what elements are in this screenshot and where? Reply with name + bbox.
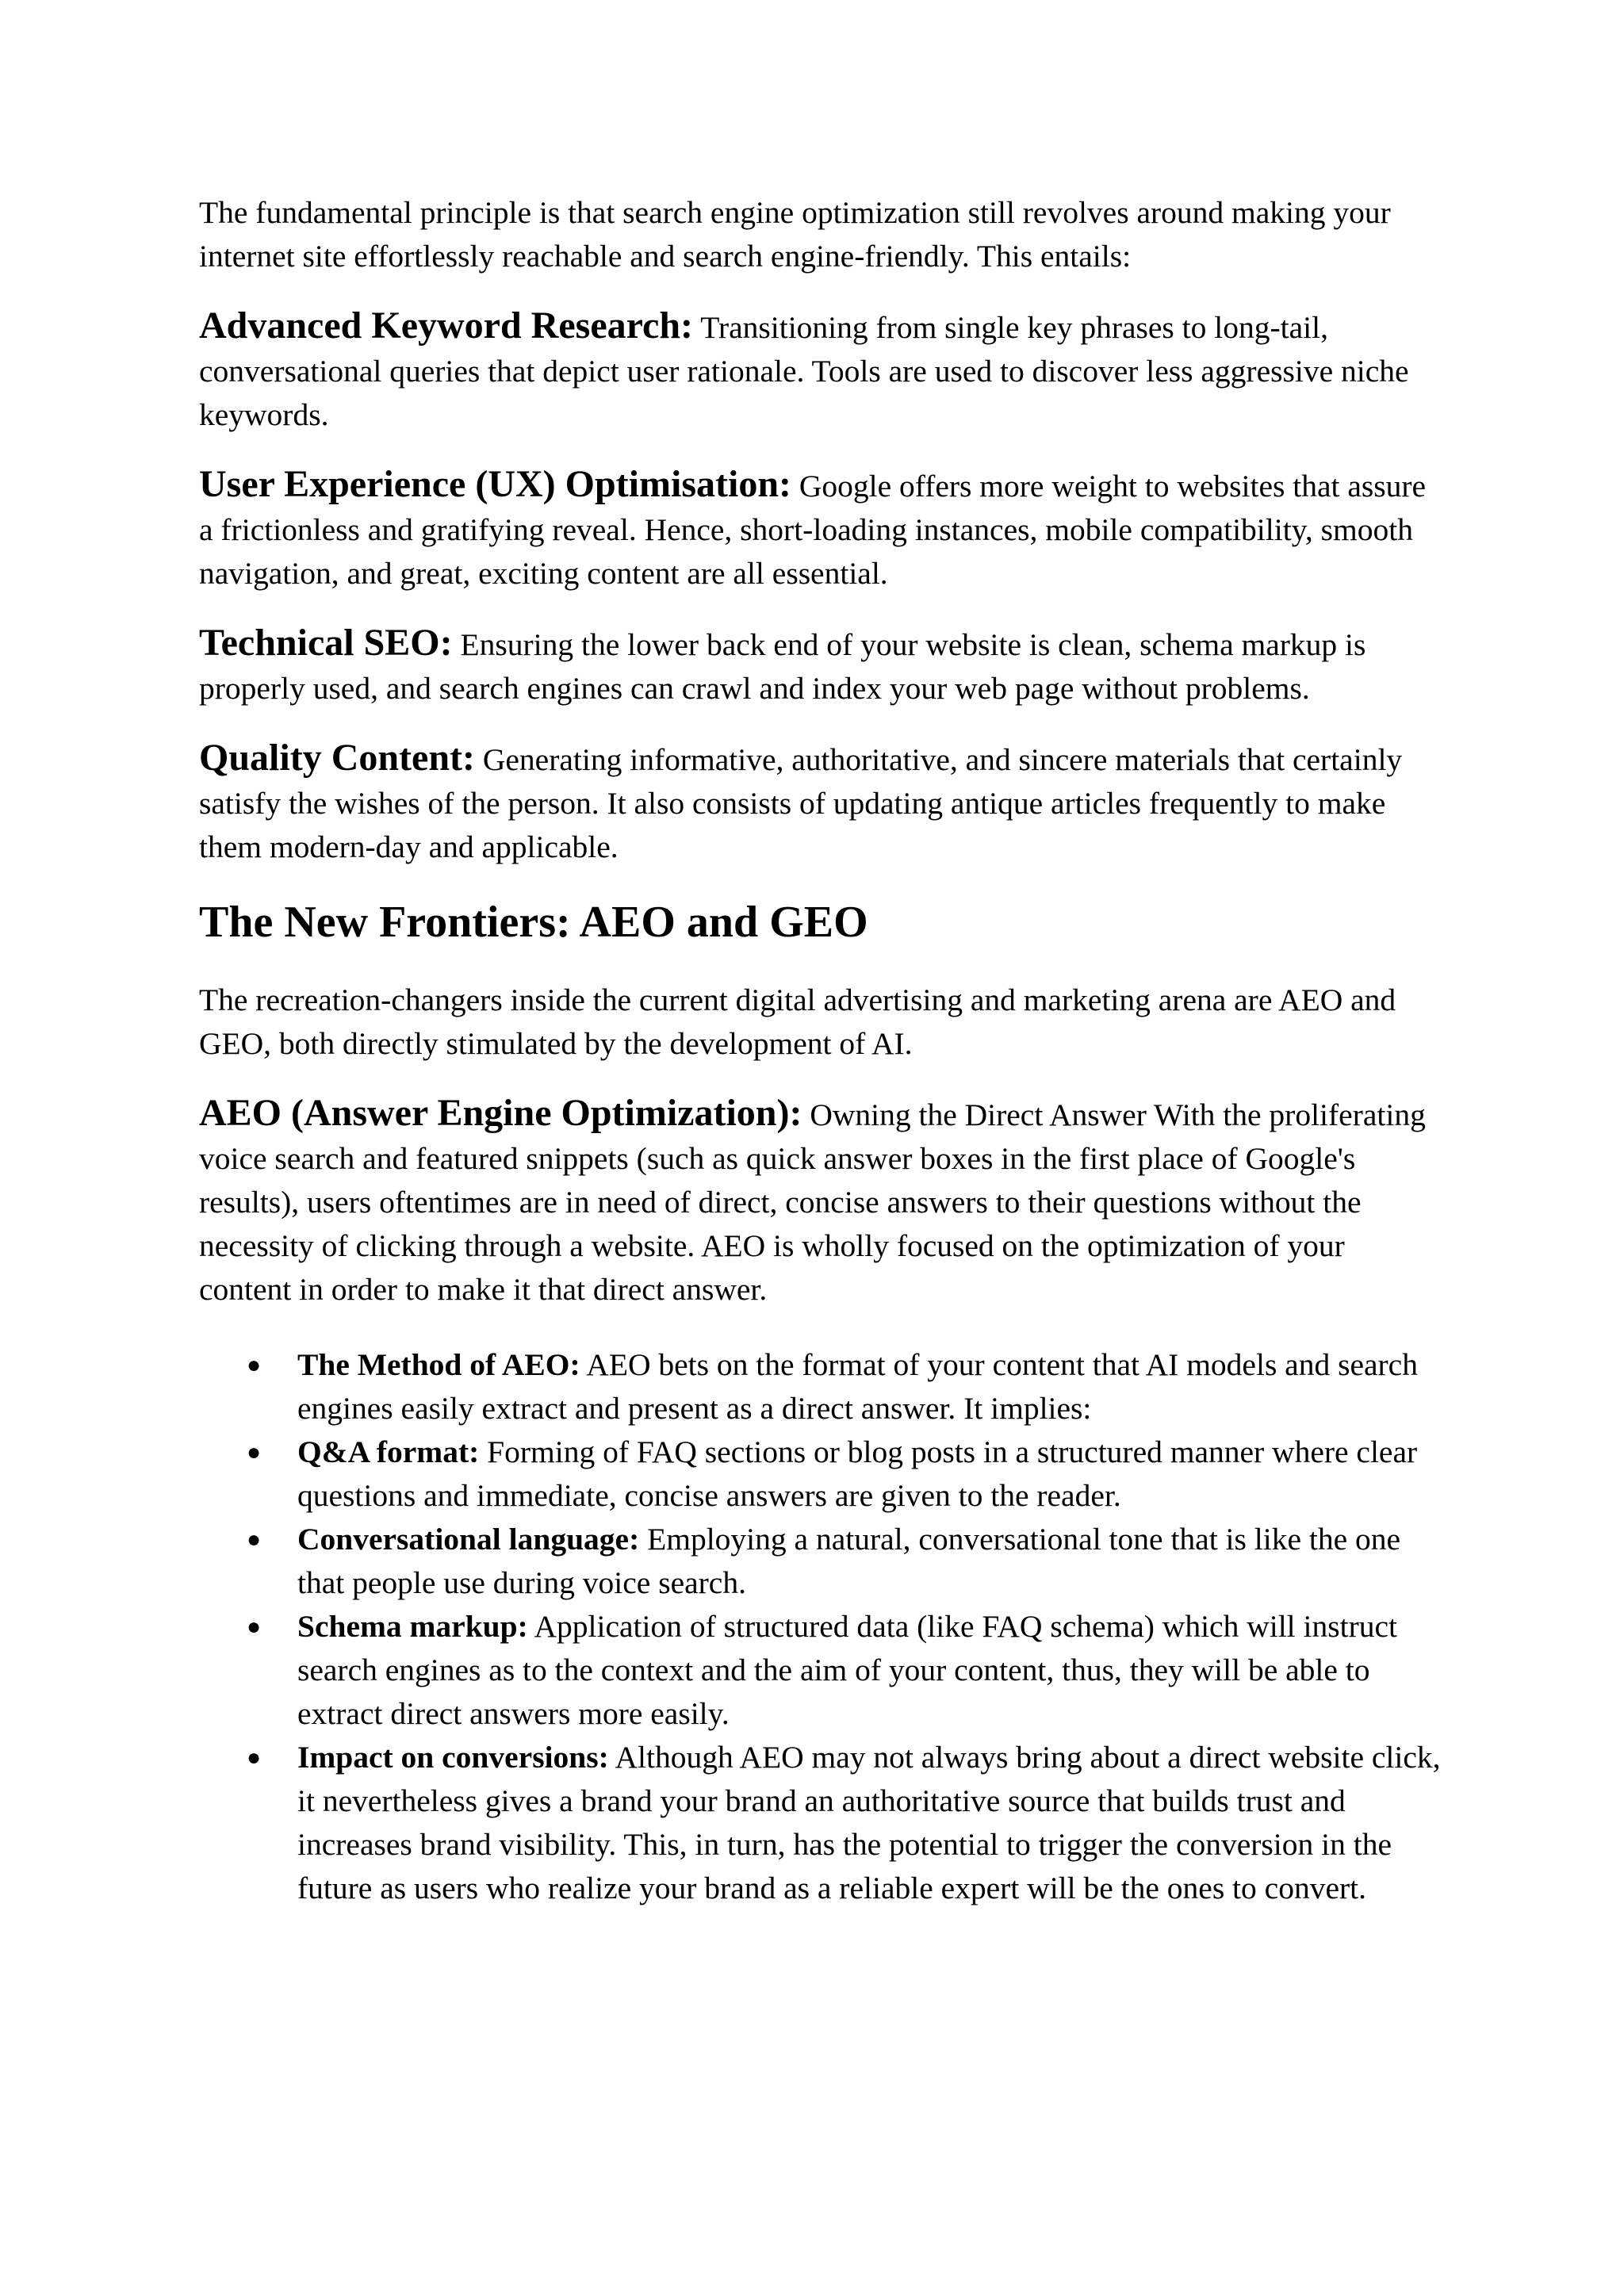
bullet-term: Conversational language: [297,1522,640,1557]
section-heading: The New Frontiers: AEO and GEO [199,898,868,947]
section-quality-content [199,736,1444,869]
aeo-lead: AEO (Answer Engine Optimization): [199,1092,802,1134]
bullet-icon: ● [247,1614,262,1640]
document-page [199,191,1444,1910]
section-text: Generating informative, authoritative, and sincere materials that certainly satisfy the wishes of the person. It also consists of updating antique articles frequently to make them modern-day and applicable. [199,742,1403,864]
bullet-text: Application of structured data (like FAQ schema) which will instruct search engines as to the context and the aim of your content, thus, they will be able to extract direct answers more easily. [297,1609,1398,1731]
bullet-text: Forming of FAQ sections or blog posts in a structured manner where clear questions and immediate, concise answers are given to the reader. [297,1434,1418,1513]
bullet-term: The Method of AEO: [297,1347,580,1382]
section-text: Ensuring the lower back end of your website is clean, schema markup is properly used, and search engines can crawl and index your web page without problems. [199,627,1366,706]
intro-paragraph: The fundamental principle is that search engine optimization still revolves around making your internet site effortlessly reachable and search engine-friendly. This entails: [199,195,1391,274]
section-text: Google offers more weight to websites that assure a frictionless and gratifying reveal. Hence, short-loading instances, mobile compatibility, smooth navigation, and great, exciting content are all essential. [199,469,1427,591]
list-item [199,1736,1444,1910]
section-lead: Advanced Keyword Research: [199,304,694,347]
section-lead: User Experience (UX) Optimisation: [199,463,791,505]
list-item [199,1343,1444,1430]
aeo-text: Owning the Direct Answer With the proliferating voice search and featured snippets (such as quick answer boxes in the first place of Google's results), users oftentimes are in need of direct, concise answers to their questions without the necessity of clicking through a website. AEO is wholly focused on the optimization of your content in order to make it that direct answer. [199,1097,1426,1307]
bullet-term: Impact on conversions: [297,1740,609,1775]
list-item [199,1430,1444,1518]
section-ux-optimisation [199,462,1444,596]
list-item [199,1518,1444,1605]
bullet-text: Employing a natural, conversational tone that is like the one that people use during voice search. [297,1522,1401,1600]
aeo-paragraph [199,1091,1444,1312]
bullet-icon: ● [247,1526,262,1553]
bullet-term: Schema markup: [297,1609,528,1644]
bullet-icon: ● [247,1352,262,1378]
section-text: Transitioning from single key phrases to long-tail, conversational queries that depict user rationale. Tools are used to discover less aggressive niche keywords. [199,310,1409,432]
bullet-icon: ● [247,1744,262,1771]
list-item [199,1605,1444,1736]
bullet-icon: ● [247,1439,262,1465]
bullet-text: Although AEO may not always bring about a direct website click, it nevertheless gives a brand your brand an authoritative source that builds trust and increases brand visibility. This, in turn, has the potential to trigger the conversion in the future as users who realize your brand as a reliable expert will be the ones to convert. [297,1740,1441,1905]
section-technical-seo [199,621,1444,710]
aeo-bullet-list [199,1343,1444,1910]
section-lead: Quality Content: [199,737,475,779]
section-lead: Technical SEO: [199,622,453,664]
section-keyword-research [199,304,1444,437]
bullet-term: Q&A format: [297,1434,480,1469]
heading-intro-paragraph: The recreation-changers inside the current digital advertising and marketing arena are AEO and GEO, both directly stimulated by the development of AI. [199,982,1396,1061]
bullet-text: AEO bets on the format of your content that AI models and search engines easily extract and present as a direct answer. It implies: [297,1347,1418,1426]
